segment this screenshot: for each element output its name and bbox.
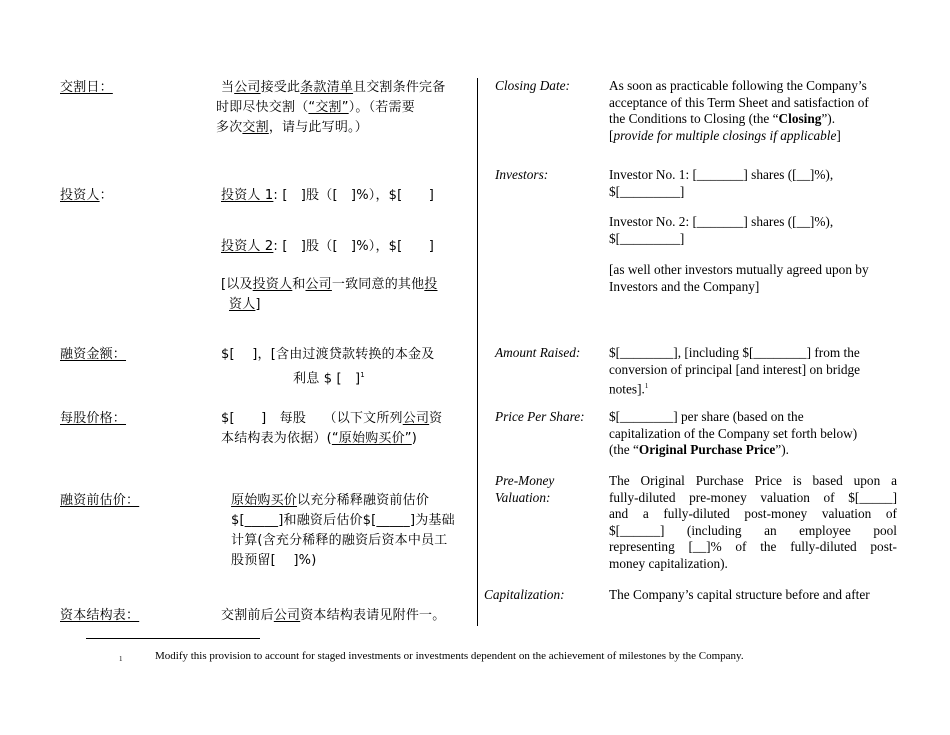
- text: 资本结构表请见附件一。: [300, 608, 446, 623]
- label-pre-money-en: [495, 473, 554, 506]
- text: Pre-Money: [495, 473, 555, 488]
- text: $[_____]和融资后估价$[_____]为基础: [231, 513, 455, 528]
- text: ）。（若需要: [348, 100, 415, 115]
- term-term-sheet: 条款清单: [300, 80, 354, 95]
- text: 时即尽快交割（: [216, 100, 309, 115]
- other-investors-cn: [221, 275, 471, 315]
- text: 且交割条件完备: [353, 80, 446, 95]
- capitalization-text-en: [609, 587, 897, 604]
- text: the Conditions to Closing (the “: [609, 111, 779, 127]
- text: 本结构表为依据）(: [221, 431, 332, 446]
- text: Valuation:: [495, 489, 551, 505]
- investor-2-en: [609, 214, 897, 247]
- text: capitalization of the Company set forth below): [609, 425, 858, 441]
- text: 一致同意的其他: [331, 277, 425, 292]
- term-company: 公司: [305, 277, 332, 292]
- text: $[ ]，[含由过渡贷款转换的本金及: [221, 347, 435, 362]
- closing-date-text-en: [609, 78, 897, 144]
- text: : [ ]股（[ ]%），$[ ]: [273, 239, 435, 254]
- amount-raised-text-en: [609, 345, 897, 398]
- term-closing: 交割: [242, 120, 269, 135]
- footnote-number: [119, 652, 123, 670]
- label-closing-date-cn: 交割日：: [60, 80, 113, 95]
- text: (the “: [609, 442, 639, 458]
- text: ”).: [775, 442, 789, 458]
- text: 投资人: [60, 188, 100, 203]
- text: ]: [255, 297, 261, 312]
- price-per-share-text-en: [609, 409, 897, 459]
- text: [: [609, 127, 614, 143]
- pre-money-text-cn: [231, 491, 476, 571]
- term-original-purchase-price: “原始购买价”: [331, 431, 412, 446]
- text: $[________] per share (based on the: [609, 409, 804, 424]
- label-price-per-share-cn: 每股价格：: [60, 411, 127, 426]
- text: $[______] (including an employee pool: [609, 522, 897, 538]
- text: 以充分稀释融资前估价: [297, 493, 430, 508]
- text: $[ ] 每股 （以下文所列: [221, 411, 403, 426]
- capitalization-text-cn: [221, 606, 476, 626]
- label-capitalization-en: Capitalization:: [484, 587, 565, 602]
- text: 计算(含充分稀释的融资后资本中员工: [231, 533, 448, 548]
- text: Investor No. 2: [_______] shares ([__]%),: [609, 214, 834, 229]
- footnote-marker: 1: [360, 371, 365, 379]
- investor-1-cn: [221, 186, 471, 206]
- text: money capitalization).: [609, 555, 728, 571]
- footnote-marker: 1: [644, 382, 649, 391]
- investor-1-en: [609, 167, 897, 200]
- label-capitalization-cn: 资本结构表：: [60, 608, 140, 623]
- text: ”).: [821, 111, 836, 127]
- text: [以及: [221, 277, 253, 292]
- text: ，请与此写明。）: [268, 120, 368, 135]
- price-per-share-text-cn: [221, 409, 476, 449]
- term-closing-defined: “交割”: [308, 100, 349, 115]
- text: 和: [292, 277, 306, 292]
- term-original-purchase-price: 原始购买价: [231, 493, 298, 508]
- text: 利息 $ [ ]: [293, 371, 361, 387]
- text: 资: [429, 411, 443, 426]
- text: As soon as practicable following the Company’s: [609, 78, 867, 93]
- text: acceptance of this Term Sheet and satisfaction of: [609, 94, 869, 110]
- term-investor: 投: [424, 277, 438, 292]
- text: 交割前后: [221, 608, 274, 623]
- text: Investor No. 1: [_______] shares ([__]%),: [609, 167, 834, 182]
- text: ): [411, 431, 418, 446]
- label-investors-en: Investors:: [495, 167, 549, 182]
- text: [as well other investors mutually agreed upon by: [609, 262, 869, 277]
- amount-raised-text-cn: [221, 345, 476, 389]
- text: representing [__]% of the fully-diluted post-: [609, 539, 897, 555]
- term-company: 公司: [234, 80, 261, 95]
- text: provide for multiple closings if applicable: [613, 127, 837, 143]
- label-price-per-share-en: Price Per Share:: [495, 409, 585, 424]
- other-investors-en: [609, 262, 897, 295]
- text: Investors and the Company]: [609, 278, 760, 294]
- text: notes].: [609, 381, 645, 397]
- text: 股预留[ ]%): [231, 553, 317, 568]
- text: ]: [836, 127, 841, 143]
- text: and a fully-diluted post-money valuation of: [609, 506, 897, 522]
- text: The Original Purchase Price is based upon a: [609, 473, 897, 488]
- term-investor-1: 投资人 1: [221, 188, 274, 203]
- text: $[_________]: [609, 183, 685, 199]
- text: ：: [99, 188, 113, 203]
- term-original-purchase-price: Original Purchase Price: [638, 442, 776, 458]
- footnote-separator: [86, 638, 260, 639]
- text: 接受此: [260, 80, 301, 95]
- text: The Company’s capital structure before and after: [609, 587, 870, 602]
- label-pre-money-cn: 融资前估价：: [60, 493, 140, 508]
- term-closing: Closing: [778, 111, 822, 127]
- closing-date-text-cn: [216, 78, 471, 138]
- text: 多次: [216, 120, 243, 135]
- text: conversion of principal [and interest] on bridge: [609, 361, 861, 377]
- term-company: 公司: [402, 411, 430, 426]
- term-company: 公司: [273, 608, 301, 623]
- term-investor: 资人: [229, 297, 256, 312]
- text: 当: [221, 80, 235, 95]
- investor-2-cn: [221, 237, 471, 257]
- column-divider: [477, 78, 478, 626]
- pre-money-text-en: [609, 473, 897, 573]
- term-investor: 投资人: [252, 277, 293, 292]
- text: : [ ]股（[ ]%），$[ ]: [273, 188, 435, 203]
- label-amount-raised-en: Amount Raised:: [495, 345, 581, 360]
- footnote-marker: 1: [119, 655, 123, 663]
- footnote-text: Modify this provision to account for staged investments or investments dependent on the achievement of milestones by the Company.: [155, 650, 744, 662]
- label-investors-cn: [60, 186, 113, 206]
- text: fully-diluted pre-money valuation of $[_____]: [609, 489, 897, 505]
- term-investor-2: 投资人 2: [221, 239, 274, 254]
- text: $[________], [including $[________] from the: [609, 345, 860, 360]
- label-amount-raised-cn: 融资金额：: [60, 347, 127, 362]
- text: $[_________]: [609, 230, 685, 246]
- label-closing-date-en: Closing Date:: [495, 78, 570, 93]
